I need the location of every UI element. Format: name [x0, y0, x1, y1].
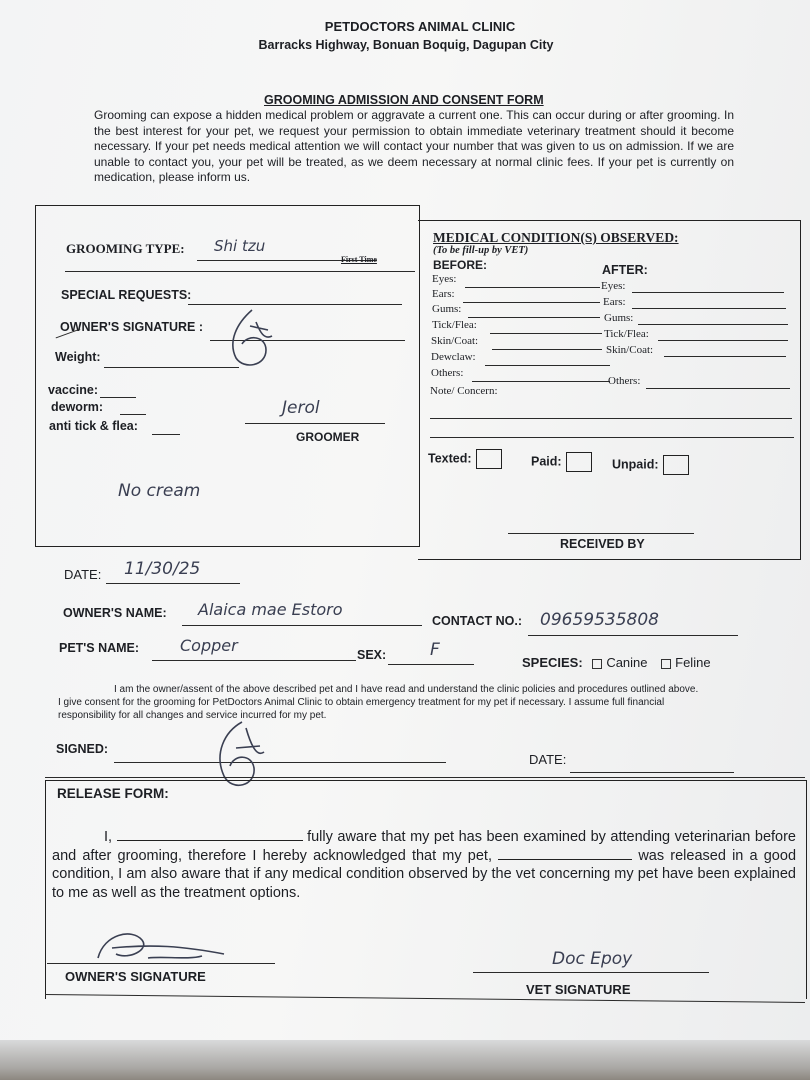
pet-name-value[interactable]: Copper — [180, 636, 238, 655]
after-tick-flea: Tick/Flea: — [604, 328, 649, 340]
groomer-label: GROOMER — [296, 430, 360, 444]
after-ears: Ears: — [603, 296, 626, 308]
after-others: Others: — [608, 375, 641, 387]
owner-release-signature-mark — [92, 924, 232, 968]
owner-name-label: OWNER'S NAME: — [63, 606, 167, 620]
special-requests-label: SPECIAL REQUESTS: — [61, 288, 192, 302]
vet-signature-value[interactable]: Doc Epoy — [552, 949, 633, 969]
before-eyes: Eyes: — [432, 273, 457, 285]
contact-label: CONTACT NO.: — [432, 614, 523, 628]
owner-name-value[interactable]: Alaica mae Estoro — [198, 600, 343, 619]
texted-checkbox[interactable] — [476, 449, 502, 469]
vaccine-label: vaccine: — [48, 383, 99, 397]
weight-label: Weight: — [55, 350, 101, 364]
unpaid-checkbox[interactable] — [663, 455, 689, 475]
clinic-name: PETDOCTORS ANIMAL CLINIC — [324, 19, 516, 34]
first-time-label: First Time — [341, 255, 377, 264]
species-label: SPECIES: — [522, 655, 583, 670]
date-value[interactable]: 11/30/25 — [124, 559, 201, 579]
before-dewclaw: Dewclaw: — [431, 351, 476, 363]
form-title: GROOMING ADMISSION AND CONSENT FORM — [264, 93, 544, 107]
after-label: AFTER: — [602, 263, 648, 277]
medical-subtitle: (To be fill-up by VET) — [433, 245, 529, 256]
feline-label: Feline — [675, 655, 711, 670]
before-tick-flea: Tick/Flea: — [432, 319, 477, 331]
owner-signature-mark — [222, 306, 282, 372]
after-skin-coat: Skin/Coat: — [606, 344, 654, 356]
before-label: BEFORE: — [433, 258, 487, 272]
groomer-value[interactable]: Jerol — [282, 398, 320, 418]
owner-signature-label: OWNER'S SIGNATURE : — [60, 320, 204, 334]
owner-release-signature-label: OWNER'S SIGNATURE — [65, 969, 206, 984]
unpaid-label: Unpaid: — [612, 455, 689, 475]
release-paragraph: I, fully aware that my pet has been examined by attending veterinarian before and after grooming, therefore I hereby acknowledged that my pet, was released in a good condition, I am also aware that if any medical condition observed by the vet concerning my pet have been explained to me as well as the treatment options. — [52, 829, 797, 901]
release-title: RELEASE FORM: — [57, 786, 169, 801]
grooming-note[interactable]: No cream — [118, 481, 201, 501]
consent-statement: I am the owner/assent of the above described pet and I have read and understand the clinic policies and procedures outlined above. I give consent for the grooming for PetDoctors Animal Clinic to obtain emergency treatment for my pet if necessary. I assume full financial responsibility for all changes and service incurred for my pet. — [58, 684, 699, 721]
deworm-label: deworm: — [51, 400, 104, 414]
date2-label: DATE: — [529, 752, 567, 767]
sex-label: SEX: — [357, 648, 387, 662]
desk-edge — [0, 1040, 810, 1080]
signed-label: SIGNED: — [56, 742, 109, 756]
paid-label: Paid: — [531, 452, 592, 472]
sex-value[interactable]: F — [430, 640, 440, 660]
date-label: DATE: — [64, 567, 102, 582]
clinic-address: Barracks Highway, Bonuan Boquig, Dagupan City — [258, 38, 554, 52]
intro-paragraph: Grooming can expose a hidden medical problem or aggravate a current one. This can occur during or after grooming. In the best interest for your pet, we request your permission to obtain immediate veterinary treatment should it become necessary. If your pet needs medical attention we will contact your number that was given to us on admission. If we are unable to contact you, your pet will be treated, as we deem necessary at normal clinic fees. If your pet is currently on medication, please inform us. — [94, 108, 734, 184]
canine-checkbox[interactable] — [592, 659, 602, 669]
grooming-type-value[interactable]: Shi tzu — [214, 237, 266, 255]
vet-signature-label: VET SIGNATURE — [526, 982, 631, 997]
anti-tick-label: anti tick & flea: — [49, 419, 138, 433]
before-others: Others: — [431, 367, 464, 379]
after-eyes: Eyes: — [601, 280, 626, 292]
after-gums: Gums: — [604, 312, 634, 324]
before-gums: Gums: — [432, 303, 462, 315]
before-skin-coat: Skin/Coat: — [431, 335, 479, 347]
pet-name-label: PET'S NAME: — [59, 641, 140, 655]
texted-label: Texted: — [428, 449, 502, 469]
medical-title: MEDICAL CONDITION(S) OBSERVED: — [433, 230, 679, 245]
note-concern-label: Note/ Concern: — [430, 385, 498, 397]
received-by-label: RECEIVED BY — [560, 537, 645, 551]
paid-checkbox[interactable] — [566, 452, 592, 472]
feline-checkbox[interactable] — [661, 659, 671, 669]
species-field — [522, 655, 711, 670]
grooming-type-label: GROOMING TYPE: — [66, 241, 185, 256]
canine-label: Canine — [606, 655, 648, 670]
contact-value[interactable]: 09659535808 — [540, 610, 659, 630]
before-ears: Ears: — [432, 288, 455, 300]
